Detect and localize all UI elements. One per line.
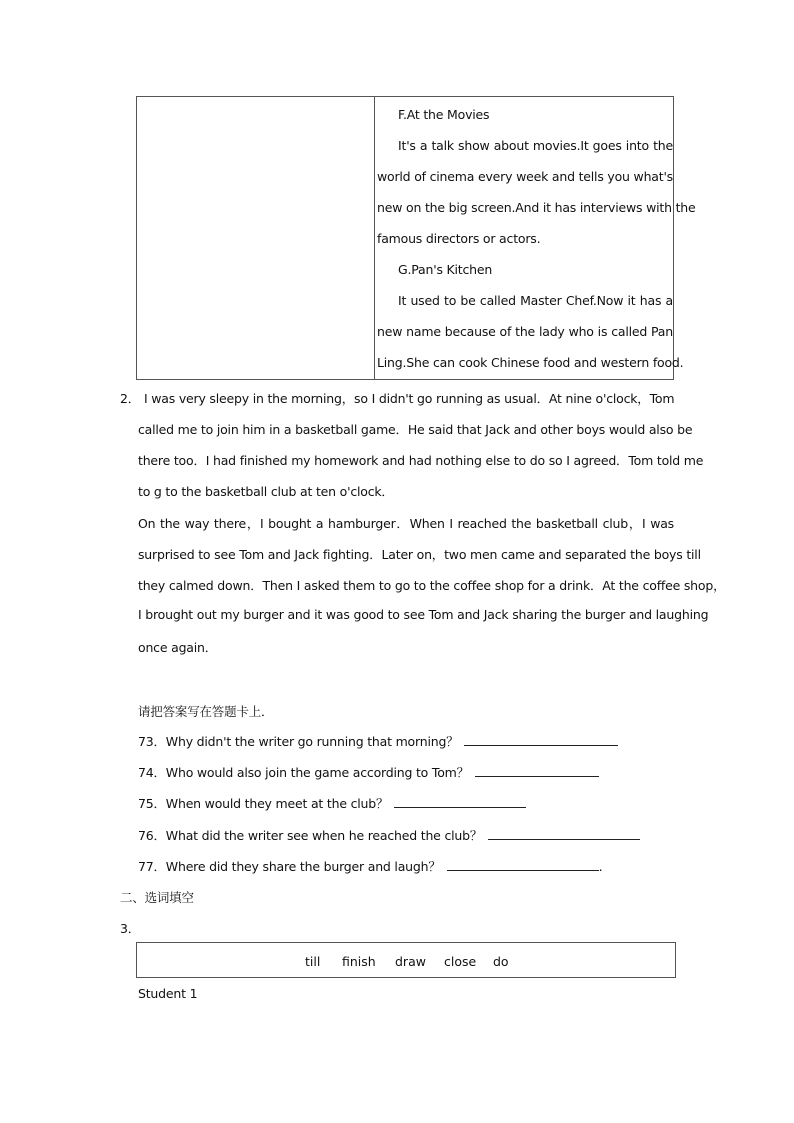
passage-line: once again． [138,640,218,655]
answer-blank-74[interactable] [475,764,599,777]
section-heading: 二、选词填空 [120,890,194,905]
question-75 [138,794,526,812]
passage-line: On the way there，I bought a hamburger．When I reached the basketball club，I was [138,516,674,531]
table-text-line: Ling.She can cook Chinese food and western food. [377,355,684,370]
table-text-line: It used to be called Master Chef.Now it has a [398,293,673,308]
word-bank-item: till [305,954,321,969]
word-bank-item: do [493,954,509,969]
passage-line: they calmed down．Then I asked them to go to the coffee shop for a drink．At the coffee shop， [138,578,726,593]
answer-blank-77[interactable] [447,858,599,871]
question-text: 75．When would they meet at the club？ [138,796,389,811]
passage-line: I brought out my burger and it was good to see Tom and Jack sharing the burger and laughing [138,607,709,622]
question-73 [138,732,618,750]
question-text: 73．Why didn't the writer go running that morning？ [138,734,459,749]
table-column-divider [374,97,375,379]
info-table [136,96,696,380]
question-text: 76．What did the writer see when he reached the club？ [138,828,483,843]
table-text-line: famous directors or actors. [377,231,541,246]
question-74 [138,763,599,781]
table-text-line: new on the big screen.And it has interviews with the [377,200,696,215]
passage-line: I was very sleepy in the morning，so I didn't go running as usual．At nine o'clock，Tom [144,391,675,406]
question-suffix: . [598,859,603,874]
word-bank-item: finish [342,954,376,969]
word-bank-item: close [444,954,477,969]
table-text-line: It's a talk show about movies.It goes into the [398,138,673,153]
table-text-line: new name because of the lady who is called Pan [377,324,673,339]
question-text: 74．Who would also join the game according to Tom？ [138,765,469,780]
table-text-line: world of cinema every week and tells you what's [377,169,673,184]
question-number: 3． [120,921,141,936]
program-title-kitchen: G.Pan's Kitchen [398,262,493,277]
program-title-movies: F.At the Movies [398,107,490,122]
answer-instruction: 请把答案写在答题卡上． [138,704,274,719]
question-76 [138,826,640,844]
answer-blank-73[interactable] [464,733,618,746]
word-bank-item: draw [395,954,426,969]
passage-line: surprised to see Tom and Jack fighting．Later on，two men came and separated the boys till [138,547,701,562]
answer-blank-76[interactable] [488,827,640,840]
answer-blank-75[interactable] [394,795,526,808]
word-bank-box [136,942,676,978]
passage-line: there too．I had finished my homework and had nothing else to do so I agreed．Tom told me [138,453,704,468]
question-text: 77．Where did they share the burger and laugh？ [138,859,441,874]
question-number: 2． [120,391,141,406]
student-label: Student 1 [138,986,198,1001]
passage-line: called me to join him in a basketball game．He said that Jack and other boys would also be [138,422,693,437]
question-77 [138,857,602,875]
passage-line: to g to the basketball club at ten o'clock． [138,484,394,499]
